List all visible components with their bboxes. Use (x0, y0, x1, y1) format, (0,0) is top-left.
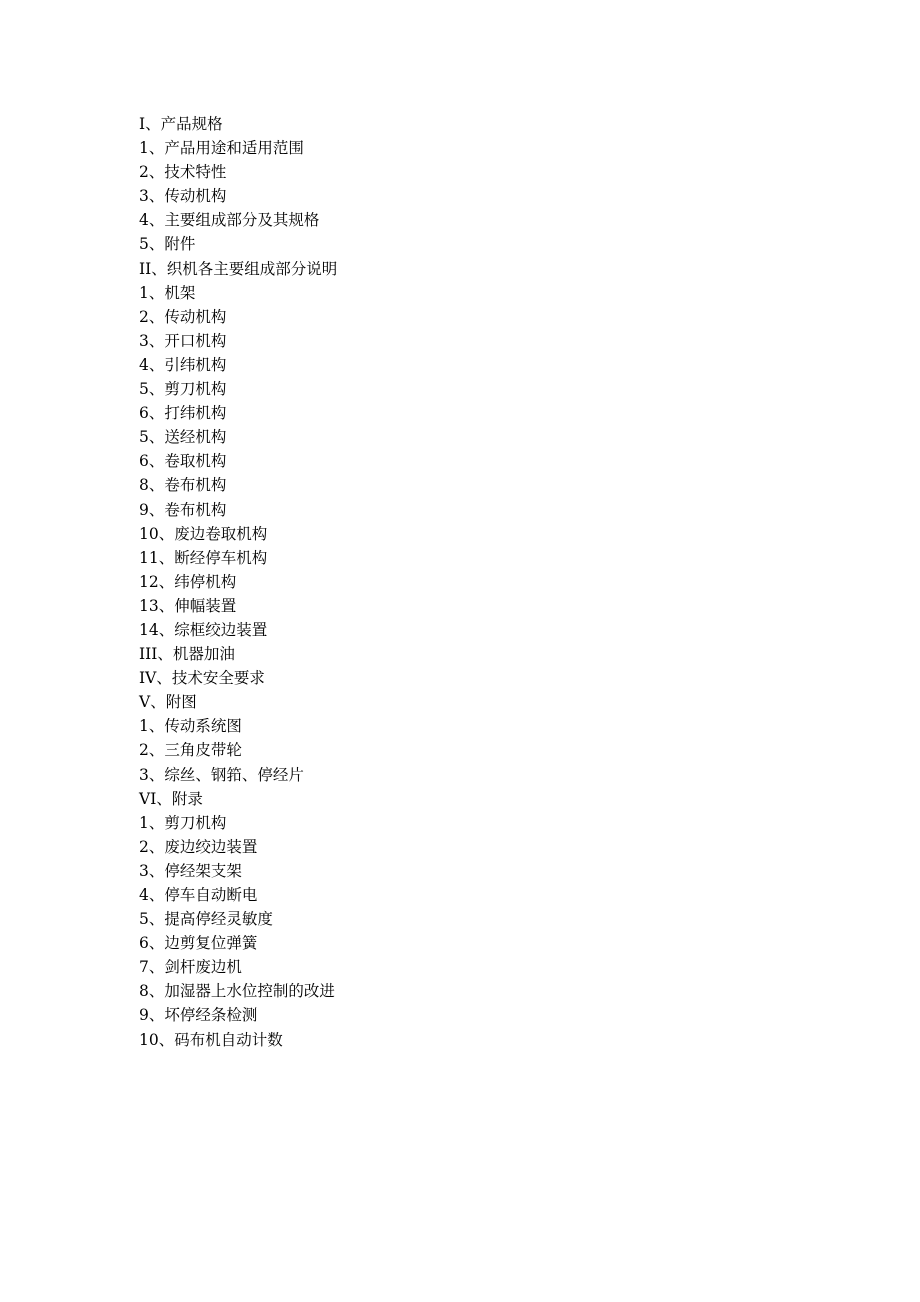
toc-item: 5、送经机构 (139, 428, 227, 447)
toc-item: 3、综丝、钢筘、停经片 (139, 765, 304, 784)
toc-section-heading: II、织机各主要组成部分说明 (139, 259, 338, 278)
toc-item: 9、卷布机构 (139, 500, 227, 519)
toc-item: 2、三角皮带轮 (139, 741, 242, 760)
toc-item: 3、停经架支架 (139, 861, 242, 880)
toc-item: 2、传动机构 (139, 307, 227, 326)
toc-item: 1、传动系统图 (139, 717, 242, 736)
toc-item: 1、产品用途和适用范围 (139, 139, 304, 158)
toc-section-heading: V、附图 (139, 693, 197, 712)
toc-item: 1、机架 (139, 283, 196, 302)
toc-item: 4、引纬机构 (139, 355, 227, 374)
toc-item: 2、废边绞边装置 (139, 837, 258, 856)
toc-item: 9、坏停经条检测 (139, 1006, 258, 1025)
table-of-contents (139, 112, 337, 1052)
toc-item: 5、提高停经灵敏度 (139, 910, 273, 929)
toc-item: 8、加湿器上水位控制的改进 (139, 982, 335, 1001)
toc-item: 14、综框绞边装置 (139, 620, 268, 639)
toc-item: 4、主要组成部分及其规格 (139, 211, 320, 230)
toc-item: 11、断经停车机构 (139, 548, 268, 567)
toc-section-heading: IV、技术安全要求 (139, 669, 265, 688)
toc-item: 6、打纬机构 (139, 404, 227, 423)
toc-section-heading: III、机器加油 (139, 645, 235, 664)
toc-item: 4、停车自动断电 (139, 886, 258, 904)
toc-item: 12、纬停机构 (139, 572, 237, 591)
toc-item: 3、传动机构 (139, 187, 227, 206)
toc-item: 2、技术特性 (139, 163, 227, 182)
toc-item: 1、剪刀机构 (139, 813, 227, 832)
toc-item: 6、边剪复位弹簧 (139, 934, 258, 953)
toc-item: 5、附件 (139, 235, 196, 254)
toc-item: 10、码布机自动计数 (139, 1030, 283, 1049)
toc-item: 8、卷布机构 (139, 476, 227, 495)
toc-item: 7、剑杆废边机 (139, 958, 242, 977)
toc-item: 10、废边卷取机构 (139, 524, 268, 543)
toc-section-heading: I、产品规格 (139, 115, 223, 133)
toc-item: 3、开口机构 (139, 331, 227, 350)
toc-item: 5、剪刀机构 (139, 380, 227, 399)
toc-item: 6、卷取机构 (139, 452, 227, 471)
toc-section-heading: VI、附录 (139, 789, 203, 808)
toc-item: 13、伸幅装置 (139, 596, 237, 615)
